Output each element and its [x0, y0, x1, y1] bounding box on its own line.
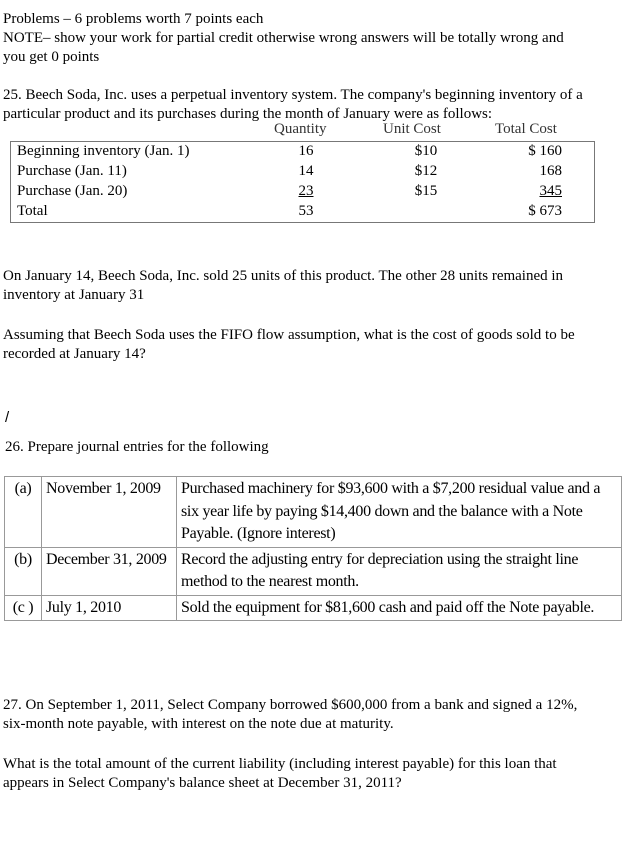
table-row: [11, 162, 594, 182]
table-row: [5, 547, 622, 595]
table-row: [5, 595, 622, 621]
q25-para2-line-1: Assuming that Beech Soda uses the FIFO flow assumption, what is the cost of goods sold to be: [3, 327, 575, 343]
q25-para1-line-2: inventory at January 31: [3, 287, 145, 303]
col-header-quantity: Quantity: [274, 121, 327, 137]
q25-para1-line-1: On January 14, Beech Soda, Inc. sold 25 units of this product. The other 28 units remained in: [3, 268, 564, 284]
row-unit-cost: $10: [414, 143, 438, 159]
q25-para2-line-2: recorded at January 14?: [3, 346, 146, 362]
q27-line-1: 27. On September 1, 2011, Select Company borrowed $600,000 from a bank and signed a 12%,: [3, 697, 578, 713]
row-label: Total: [17, 203, 48, 219]
entry-tag: (a): [5, 477, 42, 548]
row-quantity: 53: [298, 203, 314, 219]
table-row: [11, 202, 594, 222]
inventory-table: [10, 121, 595, 222]
entry-description: Sold the equipment for $81,600 cash and paid off the Note payable.: [177, 595, 622, 621]
entry-description: Record the adjusting entry for depreciation using the straight line method to the nearest month.: [177, 547, 622, 595]
entry-description: Purchased machinery for $93,600 with a $7,200 residual value and a six year life by paying $14,400 down and the balance with a Note Payable. (Ignore interest): [177, 477, 622, 548]
entry-tag: (b): [5, 547, 42, 595]
row-label: Beginning inventory (Jan. 1): [17, 143, 190, 159]
row-quantity: 14: [298, 163, 314, 179]
row-label: Purchase (Jan. 20): [17, 183, 128, 199]
question-27-intro: [3, 696, 628, 734]
row-total-cost: 345: [539, 183, 562, 199]
row-total-cost: $ 160: [528, 143, 562, 159]
q27-prompt-line-1: What is the total amount of the current liability (including interest payable) for this loan that: [3, 756, 557, 772]
row-quantity: 16: [298, 143, 314, 159]
question-27-prompt: [3, 755, 628, 793]
table-row: [11, 182, 594, 202]
q27-prompt-line-2: appears in Select Company's balance sheet at December 31, 2011?: [3, 775, 402, 791]
header-line-2: NOTE– show your work for partial credit otherwise wrong answers will be totally wrong and: [3, 30, 564, 46]
entry-date: July 1, 2010: [42, 595, 177, 621]
row-unit-cost: $15: [414, 183, 438, 199]
inventory-table-body: [10, 141, 595, 223]
row-quantity: 23: [298, 183, 314, 199]
q25-paragraph-sale: [3, 267, 628, 305]
stray-mark: /: [5, 409, 10, 426]
row-unit-cost: $12: [414, 163, 438, 179]
entry-date: November 1, 2009: [42, 477, 177, 548]
col-header-total-cost: Total Cost: [495, 121, 557, 137]
q25-question: [3, 326, 628, 364]
q27-line-2: six-month note payable, with interest on the note due at maturity.: [3, 716, 394, 732]
q25-line-2: particular product and its purchases during the month of January were as follows:: [3, 106, 493, 122]
instructions-header: [3, 10, 628, 67]
q25-line-1: 25. Beech Soda, Inc. uses a perpetual inventory system. The company's beginning inventory of a: [3, 87, 583, 103]
question-25-intro: [3, 86, 628, 124]
header-line-3: you get 0 points: [3, 49, 100, 65]
q26-title: 26. Prepare journal entries for the following: [5, 439, 269, 455]
entry-date: December 31, 2009: [42, 547, 177, 595]
row-total-cost: 168: [539, 163, 562, 179]
header-line-1: Problems – 6 problems worth 7 points each: [3, 11, 264, 27]
col-header-unit-cost: Unit Cost: [383, 121, 441, 137]
table-row: [5, 477, 622, 548]
entry-tag: (c ): [5, 595, 42, 621]
row-total-cost: $ 673: [528, 203, 562, 219]
row-label: Purchase (Jan. 11): [17, 163, 127, 179]
table-row: [11, 142, 594, 162]
journal-entries-table: [4, 476, 622, 621]
